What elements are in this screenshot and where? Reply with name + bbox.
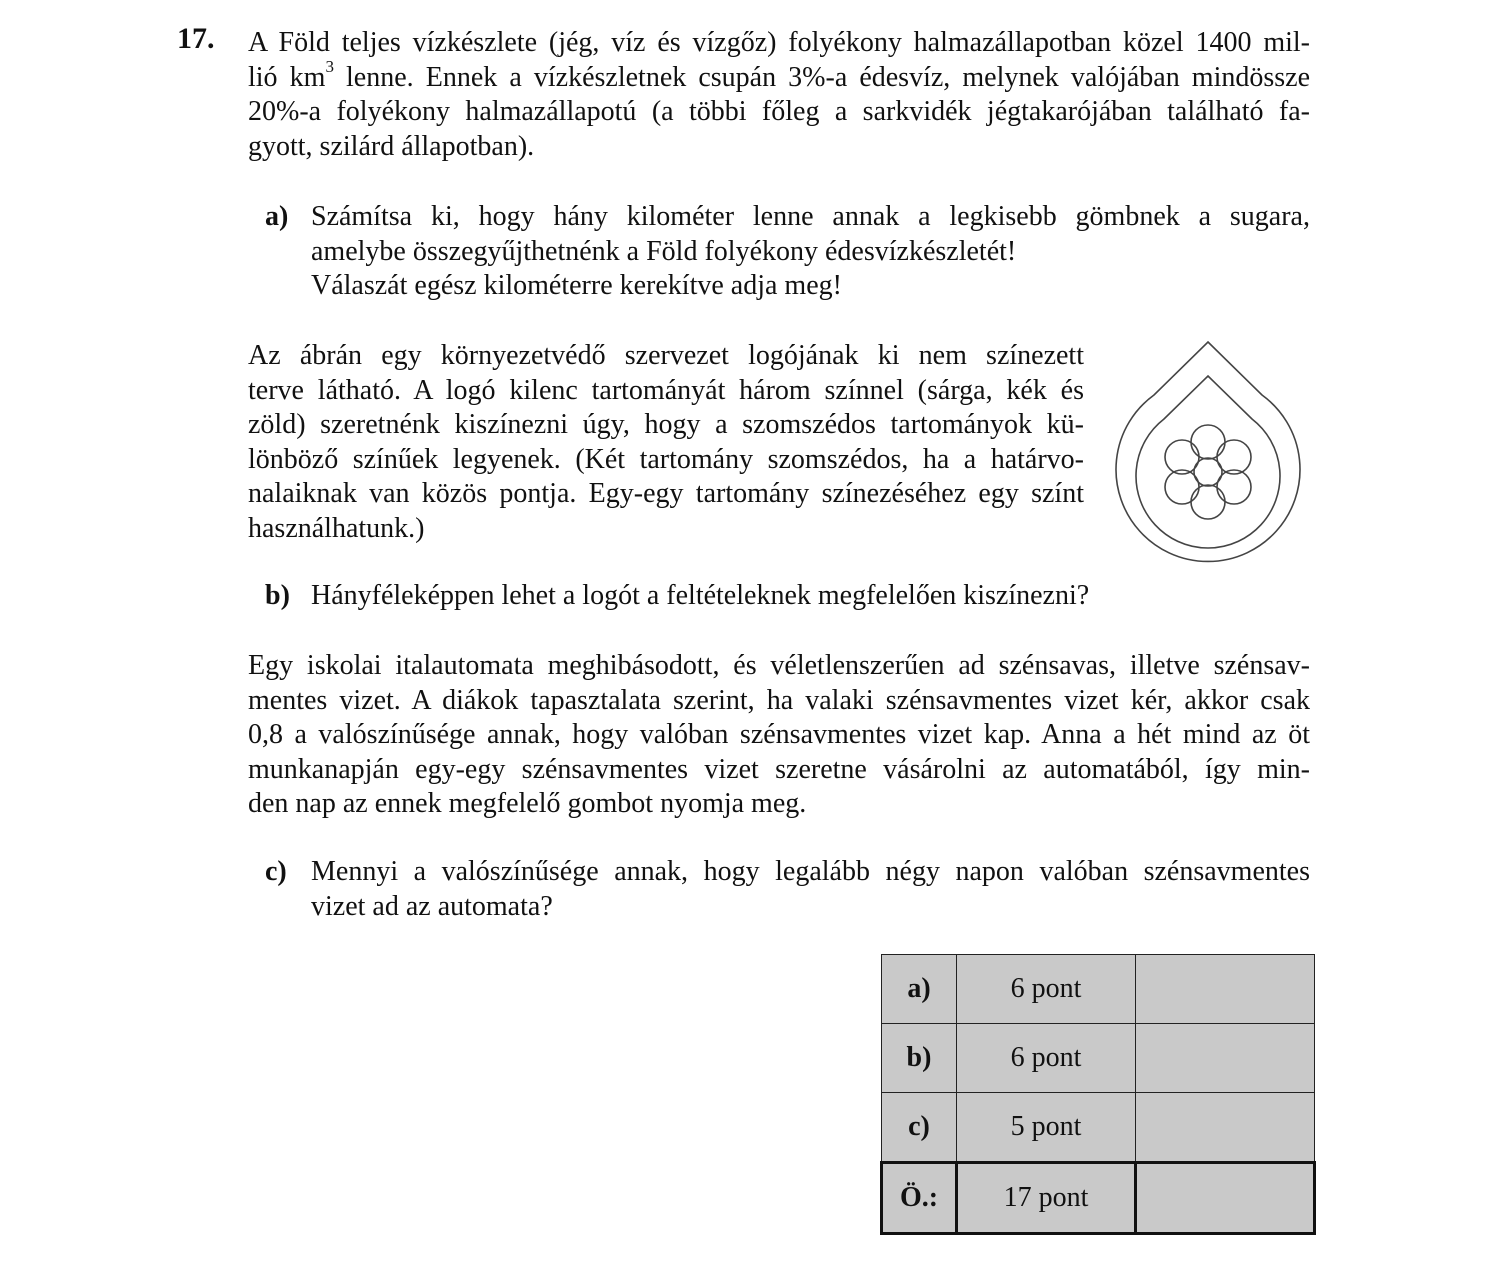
score-total-earned-cell[interactable]: [1136, 1163, 1315, 1234]
score-row-b: [882, 1024, 1315, 1093]
logo-line-1: Az ábrán egy környezetvédő szervezet logójának ki nem színezett: [248, 340, 1084, 371]
part-b-question: Hányféleképpen lehet a logót a feltételeknek megfelelően kiszínezni?: [311, 580, 1090, 611]
part-a-line-3: Válaszát egész kilométerre kerekítve adja meg!: [311, 270, 842, 301]
logo-paragraph: [248, 339, 1084, 546]
score-max-points: 5 pont: [957, 1093, 1136, 1163]
logo-line-6: használhatunk.): [248, 512, 425, 544]
part-c-line-2: vizet ad az automata?: [311, 890, 553, 922]
score-earned-cell[interactable]: [1136, 955, 1315, 1024]
part-a-line-2: amelybe összegyűjthetnénk a Föld folyékony édesvízkészletét!: [311, 235, 1017, 267]
score-row-a: [882, 955, 1315, 1024]
part-a-line-1: Számítsa ki, hogy hány kilométer lenne annak a legkisebb gömbnek a sugara,: [311, 201, 1310, 232]
machine-paragraph: [248, 649, 1310, 822]
intro-paragraph: [248, 26, 1310, 164]
intro-line-3: 20%-a folyékony halmazállapotú (a többi főleg a sarkvidék jégtakarójában található fa-: [248, 96, 1310, 127]
part-b-label: b): [265, 580, 290, 611]
score-row-c: [882, 1093, 1315, 1163]
part-c-line-1: Mennyi a valószínűsége annak, hogy legalább négy napon valóban szénsavmentes: [311, 856, 1310, 887]
intro-line-2: lió $km^3$ lenne. Ennek a vízkészletnek csupán 3%-a édesvíz, melynek valójában mindössze: [248, 57, 1311, 93]
score-part-label: a): [882, 955, 957, 1024]
intro-line-4: gyott, szilárd állapotban).: [248, 130, 535, 162]
petal-top: [1191, 425, 1225, 459]
logo-line-3: zöld) szeretnénk kiszínezni úgy, hogy a szomszédos tartományok kü-: [248, 409, 1084, 440]
machine-line-3: 0,8 a valószínűsége annak, hogy valóban szénsavmentes vizet kap. Anna a hét mind az öt: [248, 719, 1310, 750]
score-max-points: 6 pont: [957, 1024, 1136, 1093]
score-max-points: 6 pont: [957, 955, 1136, 1024]
part-c-label: c): [265, 856, 287, 887]
part-a-question: [311, 200, 1310, 304]
score-total-label: Ö.:: [882, 1163, 957, 1234]
machine-line-5: den nap az ennek megfelelő gombot nyomja meg.: [248, 788, 807, 819]
score-part-label: c): [882, 1093, 957, 1163]
logo-line-4: lönböző színűek legyenek. (Két tartomány szomszédos, ha a határvo-: [248, 443, 1084, 475]
problem-number: 17.: [177, 22, 215, 55]
machine-line-4: munkanapján egy-egy szénsavmentes vizet szeretne vásárolni az automatából, így min-: [248, 753, 1310, 785]
petal-top-left: [1165, 440, 1199, 474]
petal-top-right: [1217, 440, 1251, 474]
part-c-question: [311, 855, 1310, 924]
machine-line-2: mentes vizet. A diákok tapasztalata szerint, ha valaki szénsavmentes vizet kér, akkor csak: [248, 684, 1310, 716]
score-total-points: 17 pont: [957, 1163, 1136, 1234]
score-earned-cell[interactable]: [1136, 1093, 1315, 1163]
machine-line-1: Egy iskolai italautomata meghibásodott, és véletlenszerűen ad szénsavas, illetve szénsav-: [248, 650, 1310, 681]
score-earned-cell[interactable]: [1136, 1024, 1315, 1093]
inner-drop-outline: [1136, 376, 1280, 548]
water-drop-logo: [1110, 340, 1306, 570]
logo-line-5: nalaiknak van közös pontja. Egy-egy tartomány színezéséhez egy színt: [248, 478, 1084, 509]
score-row-total: [882, 1163, 1315, 1234]
petal-bottom-left: [1165, 470, 1199, 504]
logo-line-2: terve látható. A logó kilenc tartományát három színnel (sárga, kék és: [248, 374, 1084, 406]
petal-bottom: [1191, 485, 1225, 519]
score-part-label: b): [882, 1024, 957, 1093]
exponent: 3: [325, 57, 334, 77]
score-table: [880, 954, 1316, 1235]
petal-bottom-right: [1217, 470, 1251, 504]
intro-line-1: A Föld teljes vízkészlete (jég, víz és vízgőz) folyékony halmazállapotban közel 1400 mil-: [248, 27, 1310, 58]
part-a-label: a): [265, 201, 289, 232]
